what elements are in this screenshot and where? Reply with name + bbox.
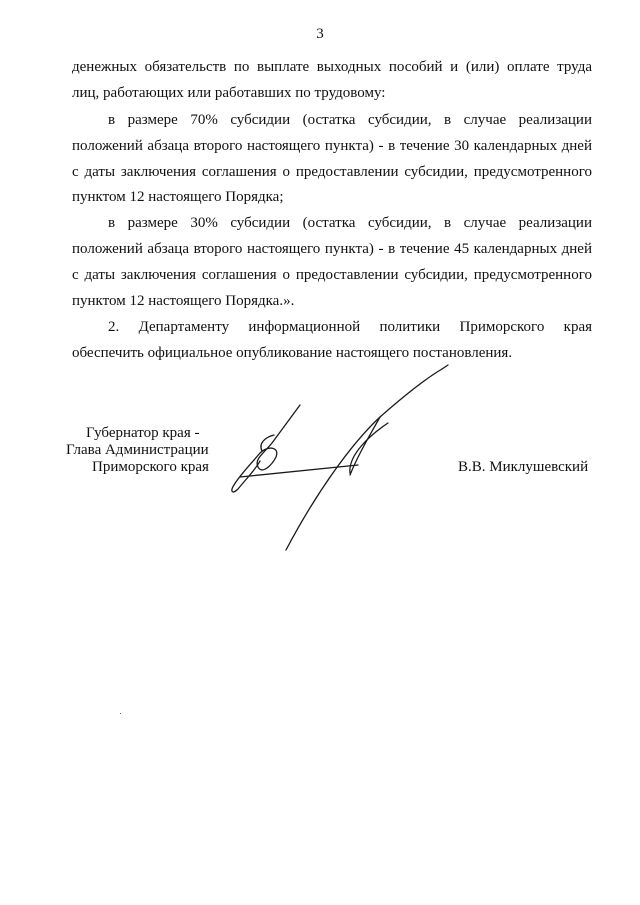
text-line: обеспечить официальное опубликование настоящего постановления. [72, 345, 513, 361]
text-line: денежных обязательств по выплате выходных пособий и (или) оплате труда [72, 59, 592, 75]
handwritten-signature [220, 355, 460, 555]
text-line: лиц, работающих или работавших по трудовому: [72, 85, 386, 101]
signatory-title-line1: Губернатор края - [86, 425, 200, 441]
text-line: положений абзаца второго настоящего пункта) - в течение 30 календарных дней [72, 138, 592, 154]
text-line: пунктом 12 настоящего Порядка; [72, 189, 284, 205]
scan-speck [120, 713, 121, 714]
text-line: пунктом 12 настоящего Порядка.». [72, 293, 295, 309]
text-line: положений абзаца второго настоящего пункта) - в течение 45 календарных дней [72, 241, 592, 257]
text-line: с даты заключения соглашения о предоставлении субсидии, предусмотренного [72, 267, 592, 283]
text-line: с даты заключения соглашения о предоставлении субсидии, предусмотренного [72, 164, 592, 180]
text-line: в размере 70% субсидии (остатка субсидии, в случае реализации [108, 112, 592, 128]
text-line: 2. Департаменту информационной политики Приморского края [108, 319, 592, 335]
signatory-name: В.В. Миклушевский [458, 459, 589, 475]
signatory-title-line3: Приморского края [92, 459, 209, 475]
signatory-title-line2: Глава Администрации [66, 442, 209, 458]
text-line: в размере 30% субсидии (остатка субсидии, в случае реализации [108, 215, 592, 231]
page-number: 3 [316, 26, 324, 42]
